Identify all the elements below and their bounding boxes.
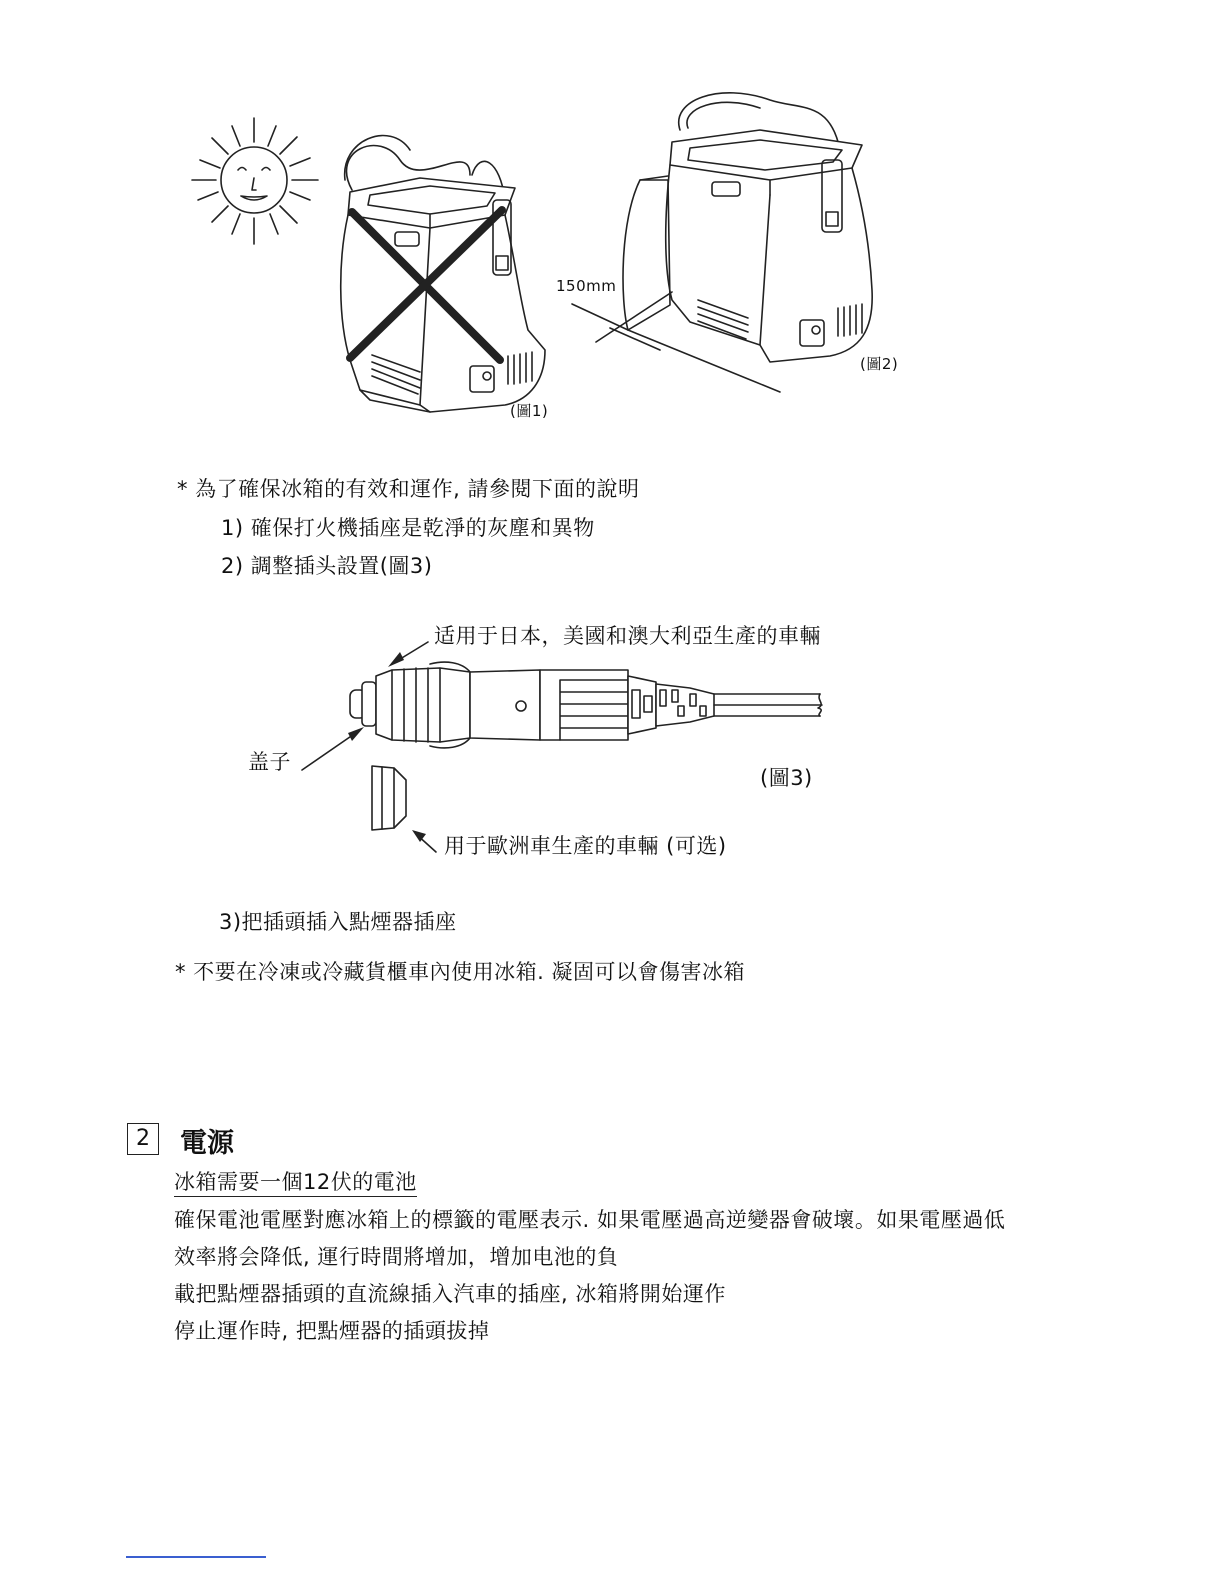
section-number: 2: [127, 1123, 159, 1155]
step-2: 2) 調整插头設置(圖3): [221, 554, 433, 578]
fig3-label: (圖3): [760, 766, 813, 790]
step-1: 1) 確保打火機插座是乾淨的灰塵和異物: [221, 516, 595, 540]
note-no-freezer-truck: * 不要在冷凍或冷藏貨櫃車內使用冰箱. 凝固可以會傷害冰箱: [175, 960, 746, 984]
distance-label: 150mm: [556, 277, 617, 295]
power-line-2: 效率將会降低, 運行時間將增加，增加电池的負: [174, 1245, 619, 1269]
callout-cap: 盖子: [248, 750, 291, 774]
power-line-1: 確保電池電壓對應冰箱上的標籤的電壓表示. 如果電壓過高逆變器會破壞。如果電壓過低: [174, 1208, 1006, 1232]
power-line-3: 載把點煙器插頭的直流線插入汽車的插座, 冰箱將開始運作: [174, 1282, 726, 1306]
fig2-label: (圖2): [860, 355, 899, 373]
power-line-4: 停止運作時, 把點煙器的插頭拔掉: [174, 1319, 490, 1343]
callout-japan-us-au: 适用于日本，美國和澳大利亞生產的車輛: [434, 624, 821, 648]
fig1-label: (圖1): [510, 402, 549, 420]
step-3: 3)把插頭插入點煙器插座: [219, 910, 457, 934]
section-subheading: 冰箱需要一個12伏的電池: [174, 1172, 417, 1197]
section-title: 電源: [180, 1128, 234, 1159]
callout-europe: 用于歐洲車生產的車輛 (可选): [444, 834, 727, 858]
note-effective-use: * 為了確保冰箱的有效和運作, 請參閱下面的說明: [177, 477, 640, 501]
footer-rule: [126, 1556, 266, 1558]
